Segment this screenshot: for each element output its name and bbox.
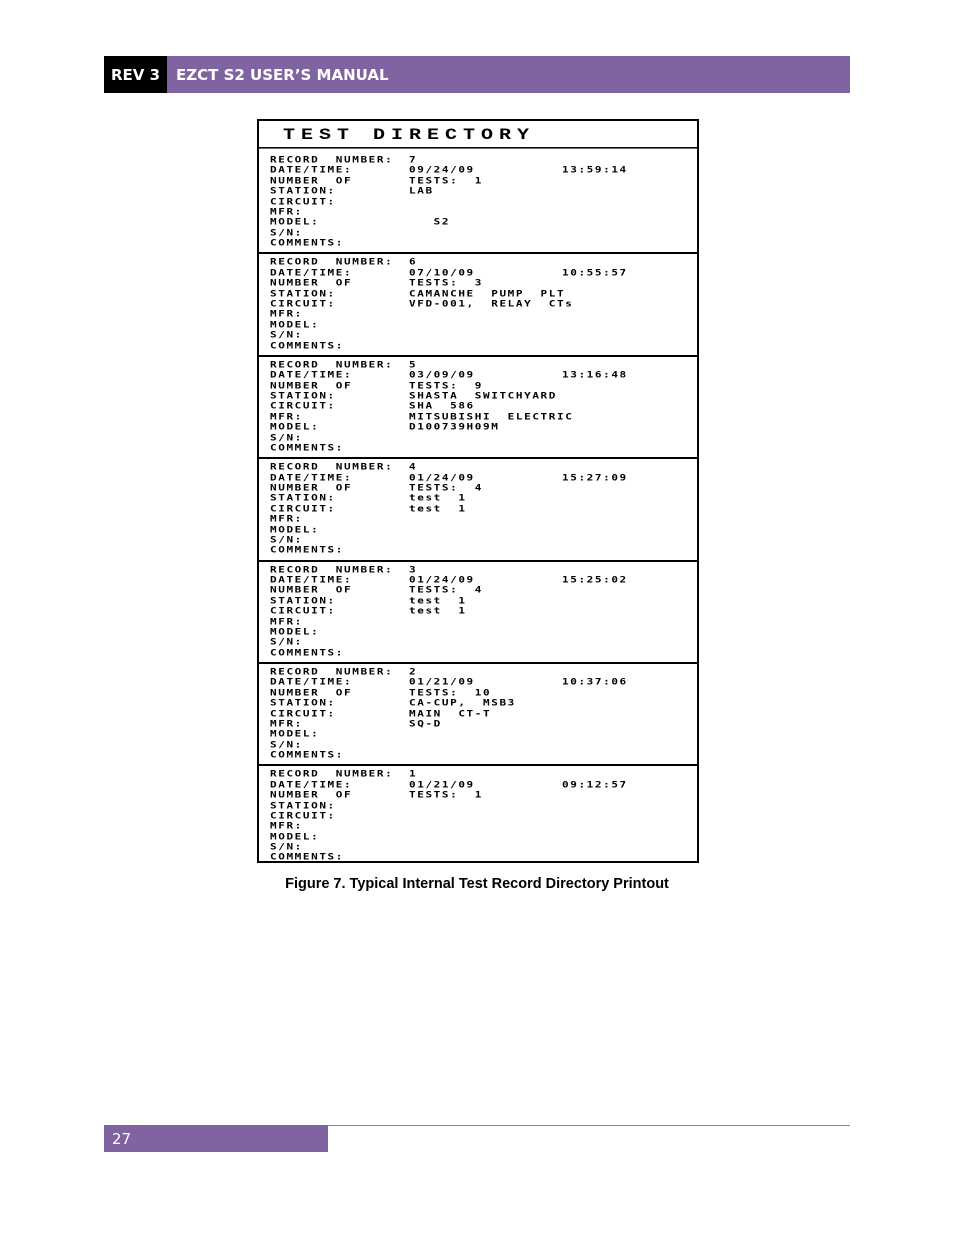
field-label: STATION: — [270, 697, 336, 709]
field-value: test 1 — [409, 503, 467, 514]
field-label: S/N: — [270, 431, 303, 443]
record-block — [259, 254, 697, 356]
field-time: 15:27:09 — [562, 471, 628, 483]
record-line — [270, 730, 697, 739]
record-line — [270, 321, 697, 330]
field-label: DATE/TIME: — [270, 267, 353, 278]
field-label: DATE/TIME: — [270, 164, 353, 176]
record-block — [259, 664, 697, 766]
record-line — [270, 371, 697, 380]
field-value: SHASTA SWITCHYARD — [409, 390, 558, 401]
field-value: test 1 — [409, 605, 467, 617]
record-list — [259, 152, 697, 869]
field-label: COMMENTS: — [270, 749, 345, 761]
field-label: DATE/TIME: — [270, 471, 353, 483]
field-value: TESTS: 9 — [409, 379, 484, 391]
field-label: S/N: — [270, 329, 303, 341]
field-label: CIRCUIT: — [270, 503, 336, 514]
field-value: TESTS: 10 — [409, 687, 492, 698]
record-line — [270, 738, 697, 750]
field-value: CA-CUP, MSB3 — [409, 697, 516, 709]
record-line — [270, 402, 697, 411]
field-value: LAB — [409, 185, 434, 197]
field-label: MFR: — [270, 718, 303, 729]
record-line — [270, 720, 697, 729]
field-value: TESTS: 3 — [409, 277, 484, 289]
field-value: 3 — [409, 563, 418, 575]
field-value: 09/24/09 — [409, 164, 475, 176]
field-value: VFD-001, RELAY CTs — [409, 298, 574, 309]
field-value: MITSUBISHI ELECTRIC — [409, 411, 574, 422]
record-line — [270, 709, 697, 718]
record-line — [270, 853, 697, 862]
record-line — [270, 208, 697, 217]
record-line — [270, 617, 697, 626]
figure-caption — [0, 876, 954, 892]
field-label: MODEL: — [270, 728, 320, 740]
record-line — [270, 628, 697, 637]
record-block — [259, 357, 697, 459]
field-label: RECORD NUMBER: — [270, 563, 394, 575]
field-label: DATE/TIME: — [270, 676, 353, 688]
record-line — [270, 751, 697, 760]
record-line — [270, 668, 697, 677]
record-block — [259, 562, 697, 664]
record-line — [270, 258, 697, 267]
field-value: test 1 — [409, 595, 467, 606]
field-label: S/N: — [270, 636, 303, 648]
page-number: 27 — [104, 1125, 328, 1152]
field-label: RECORD NUMBER: — [270, 666, 394, 677]
record-line — [270, 361, 697, 370]
field-label: NUMBER OF — [270, 175, 353, 186]
record-line — [270, 197, 697, 206]
record-line — [270, 341, 697, 350]
record-line — [270, 177, 697, 186]
record-line — [270, 515, 697, 524]
field-label: RECORD NUMBER: — [270, 461, 394, 473]
record-line — [270, 822, 697, 831]
field-label: S/N: — [270, 227, 303, 238]
field-label: CIRCUIT: — [270, 810, 336, 821]
record-line — [270, 484, 697, 493]
record-line — [270, 289, 697, 298]
field-value: 5 — [409, 359, 418, 370]
field-label: RECORD NUMBER: — [270, 154, 394, 165]
field-label: S/N: — [270, 738, 303, 750]
field-value: 03/09/09 — [409, 369, 475, 381]
field-time: 15:25:02 — [562, 574, 628, 585]
field-label: MODEL: — [270, 523, 320, 535]
field-label: NUMBER OF — [270, 482, 353, 493]
record-line — [270, 546, 697, 555]
field-label: CIRCUIT: — [270, 298, 336, 309]
record-line — [270, 473, 697, 482]
field-value: 01/24/09 — [409, 471, 475, 483]
field-label: MFR: — [270, 206, 303, 217]
field-label: STATION: — [270, 287, 336, 299]
field-label: DATE/TIME: — [270, 779, 353, 790]
record-line — [270, 536, 697, 545]
record-line — [270, 166, 697, 175]
field-label: COMMENTS: — [270, 339, 345, 351]
field-label: STATION: — [270, 595, 336, 606]
record-line — [270, 586, 697, 595]
record-line — [270, 781, 697, 790]
field-label: RECORD NUMBER: — [270, 256, 394, 268]
record-line — [270, 423, 697, 432]
field-label: MFR: — [270, 411, 303, 422]
field-label: MODEL: — [270, 319, 320, 330]
field-value: CAMANCHE PUMP PLT — [409, 287, 566, 299]
record-line — [270, 229, 697, 238]
record-line — [270, 646, 697, 658]
field-label: COMMENTS: — [270, 237, 345, 249]
record-block — [259, 459, 697, 561]
record-line — [270, 392, 697, 401]
field-value: 6 — [409, 256, 418, 268]
field-label: MFR: — [270, 513, 303, 525]
record-line — [270, 331, 697, 340]
record-line — [270, 678, 697, 687]
field-label: CIRCUIT: — [270, 195, 336, 207]
field-label: MODEL: — [270, 421, 320, 433]
field-time: 10:37:06 — [562, 676, 628, 688]
field-time: 10:55:57 — [562, 267, 628, 278]
field-value: S2 — [409, 216, 451, 228]
record-line — [270, 444, 697, 453]
field-label: COMMENTS: — [270, 544, 345, 556]
record-block — [259, 766, 697, 868]
record-line — [270, 433, 697, 442]
record-line — [270, 525, 697, 534]
record-line — [270, 830, 697, 842]
field-value: TESTS: 4 — [409, 482, 484, 493]
record-line — [270, 812, 697, 821]
record-line — [270, 597, 697, 606]
field-label: DATE/TIME: — [270, 574, 353, 585]
record-line — [270, 413, 697, 422]
field-value: 4 — [409, 461, 418, 473]
field-time: 09:12:57 — [562, 779, 628, 790]
record-line — [270, 156, 697, 165]
field-label: MODEL: — [270, 626, 320, 637]
field-label: NUMBER OF — [270, 379, 353, 391]
field-label: MFR: — [270, 820, 303, 832]
field-label: STATION: — [270, 390, 336, 401]
record-line — [270, 801, 697, 810]
field-label: STATION: — [270, 492, 336, 504]
record-line — [270, 576, 697, 585]
record-line — [270, 187, 697, 196]
record-line — [270, 269, 697, 278]
record-line — [270, 565, 697, 574]
record-block — [259, 152, 697, 254]
record-line — [270, 494, 697, 503]
field-value: MAIN CT-T — [409, 707, 492, 719]
page-header — [104, 56, 850, 93]
manual-title: EZCT S2 USER’S MANUAL — [167, 56, 850, 93]
field-label: RECORD NUMBER: — [270, 359, 394, 370]
field-label: STATION: — [270, 185, 336, 197]
field-value: SQ-D — [409, 718, 442, 729]
field-value: 7 — [409, 154, 418, 165]
field-value: D100739H09M — [409, 421, 500, 433]
field-label: MFR: — [270, 615, 303, 627]
field-label: COMMENTS: — [270, 442, 345, 453]
record-line — [270, 239, 697, 248]
record-line — [270, 381, 697, 390]
field-label: COMMENTS: — [270, 851, 345, 863]
record-line — [270, 300, 697, 309]
field-label: STATION: — [270, 799, 336, 811]
field-label: NUMBER OF — [270, 277, 353, 289]
field-value: SHA 586 — [409, 400, 475, 412]
field-label: CIRCUIT: — [270, 605, 336, 617]
field-label: MODEL: — [270, 830, 320, 842]
record-line — [270, 791, 697, 800]
record-line — [270, 310, 697, 319]
record-line — [270, 279, 697, 288]
field-value: TESTS: 4 — [409, 584, 484, 596]
field-label: NUMBER OF — [270, 789, 353, 801]
field-label: CIRCUIT: — [270, 400, 336, 412]
field-value: test 1 — [409, 492, 467, 504]
field-value: 01/21/09 — [409, 676, 475, 688]
record-line — [270, 607, 697, 616]
field-value: TESTS: 1 — [409, 789, 484, 801]
field-label: RECORD NUMBER: — [270, 768, 394, 780]
printout-title: TEST DIRECTORY — [259, 124, 697, 148]
field-label: MODEL: — [270, 216, 320, 228]
record-line — [270, 463, 697, 472]
revision-label: REV 3 — [104, 56, 167, 93]
field-label: NUMBER OF — [270, 687, 353, 698]
field-value: 2 — [409, 666, 418, 677]
record-line — [270, 638, 697, 647]
field-value: 01/24/09 — [409, 574, 475, 585]
field-time: 13:59:14 — [562, 164, 628, 176]
field-value: 1 — [409, 768, 418, 780]
field-label: COMMENTS: — [270, 646, 345, 658]
field-value: 01/21/09 — [409, 779, 475, 790]
record-line — [270, 699, 697, 708]
figure-caption-text: Figure 7. Typical Internal Test Record Directory Printout — [285, 876, 669, 892]
field-time: 13:16:48 — [562, 369, 628, 381]
record-line — [270, 770, 697, 779]
field-label: DATE/TIME: — [270, 369, 353, 381]
field-label: CIRCUIT: — [270, 707, 336, 719]
record-line — [270, 505, 697, 514]
field-label: S/N: — [270, 534, 303, 545]
field-label: S/N: — [270, 841, 303, 853]
record-line — [270, 689, 697, 698]
record-line — [270, 843, 697, 852]
field-value: 07/10/09 — [409, 267, 475, 278]
field-value: TESTS: 1 — [409, 175, 484, 186]
record-line — [270, 218, 697, 227]
test-directory-printout — [257, 119, 699, 863]
field-label: NUMBER OF — [270, 584, 353, 596]
field-label: MFR: — [270, 308, 303, 320]
